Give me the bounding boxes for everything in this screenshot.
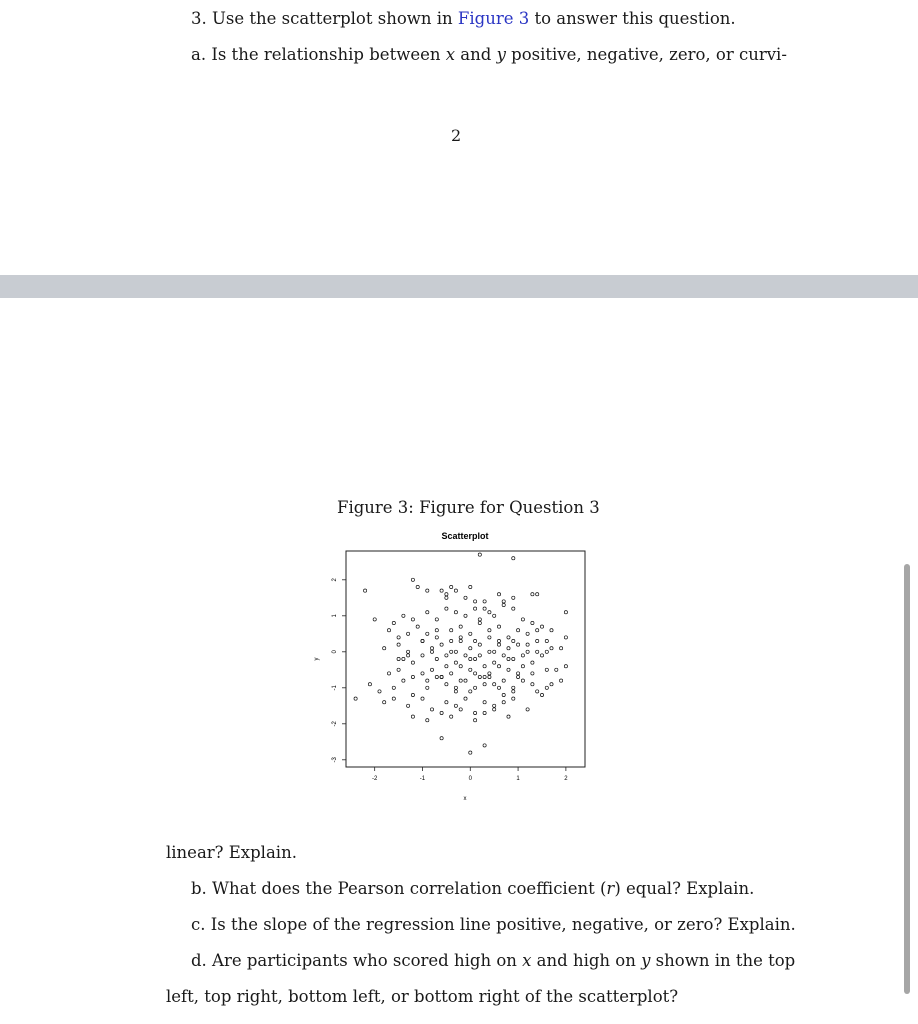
data-point (531, 672, 534, 675)
figure-caption: Figure 3: Figure for Question 3 (337, 498, 600, 517)
data-point (517, 643, 520, 646)
data-point (469, 632, 472, 635)
data-point (435, 657, 438, 660)
data-point (450, 629, 453, 632)
data-point (497, 639, 500, 642)
data-point (474, 686, 477, 689)
data-point (445, 683, 448, 686)
data-points (354, 553, 568, 754)
question-d-suffix: shown in the top (650, 951, 796, 970)
data-point (450, 639, 453, 642)
question-a-and: and (455, 45, 497, 64)
data-point (540, 693, 543, 696)
data-point (474, 711, 477, 714)
data-point (512, 697, 515, 700)
data-point (564, 611, 567, 614)
data-point (378, 690, 381, 693)
x-tick-label: -1 (419, 776, 426, 782)
data-point (426, 611, 429, 614)
data-point (545, 639, 548, 642)
var-y-d: y (641, 951, 651, 970)
data-point (483, 701, 486, 704)
data-point (454, 589, 457, 592)
data-point (440, 589, 443, 592)
data-point (387, 629, 390, 632)
data-point (445, 654, 448, 657)
data-point (416, 585, 419, 588)
data-point (536, 593, 539, 596)
data-point (440, 711, 443, 714)
data-point (536, 629, 539, 632)
data-point (459, 679, 462, 682)
data-point (421, 654, 424, 657)
data-point (493, 614, 496, 617)
data-point (459, 636, 462, 639)
data-point (397, 636, 400, 639)
data-point (512, 686, 515, 689)
data-point (459, 708, 462, 711)
x-axis-label: x (463, 796, 467, 802)
data-point (450, 715, 453, 718)
question-b-text: b. What does the Pearson correlation coefficient ( (191, 879, 607, 898)
data-point (430, 708, 433, 711)
data-point (430, 668, 433, 671)
data-point (474, 600, 477, 603)
data-point (502, 603, 505, 606)
data-point (364, 589, 367, 592)
data-point (397, 668, 400, 671)
data-point (411, 693, 414, 696)
data-point (493, 683, 496, 686)
data-point (493, 708, 496, 711)
data-point (474, 672, 477, 675)
data-point (502, 693, 505, 696)
data-point (478, 553, 481, 556)
data-point (483, 711, 486, 714)
x-tick-label: 1 (516, 776, 520, 782)
data-point (368, 683, 371, 686)
data-point (397, 643, 400, 646)
data-point (540, 625, 543, 628)
data-point (407, 650, 410, 653)
data-point (531, 621, 534, 624)
data-point (517, 675, 520, 678)
data-point (502, 600, 505, 603)
data-point (454, 661, 457, 664)
data-point (454, 611, 457, 614)
data-point (445, 701, 448, 704)
y-tick-label: -1 (332, 685, 338, 691)
data-point (435, 675, 438, 678)
question-a (191, 45, 787, 64)
data-point (469, 668, 472, 671)
question-b (191, 879, 754, 898)
data-point (521, 618, 524, 621)
data-point (488, 650, 491, 653)
data-point (392, 621, 395, 624)
data-point (531, 683, 534, 686)
data-point (483, 744, 486, 747)
data-point (454, 704, 457, 707)
data-point (564, 665, 567, 668)
data-point (531, 593, 534, 596)
y-tick-label: -2 (332, 721, 338, 727)
data-point (450, 672, 453, 675)
data-point (469, 585, 472, 588)
question-d-continued: left, top right, bottom left, or bottom right of the scatterplot? (166, 987, 679, 1006)
data-point (402, 679, 405, 682)
data-point (435, 629, 438, 632)
x-tick-label: 0 (468, 776, 472, 782)
data-point (464, 596, 467, 599)
data-point (488, 611, 491, 614)
data-point (430, 647, 433, 650)
y-tick-label: -3 (332, 757, 338, 763)
data-point (407, 654, 410, 657)
data-point (454, 650, 457, 653)
data-point (402, 614, 405, 617)
data-point (426, 719, 429, 722)
data-point (497, 643, 500, 646)
question-a-text: a. Is the relationship between (191, 45, 446, 64)
y-tick-label: 1 (332, 614, 338, 618)
question-c: c. Is the slope of the regression line positive, negative, or zero? Explain. (191, 915, 796, 934)
data-point (521, 665, 524, 668)
data-point (407, 632, 410, 635)
data-point (550, 683, 553, 686)
data-point (526, 708, 529, 711)
data-point (421, 672, 424, 675)
data-point (493, 650, 496, 653)
var-x-d: x (522, 951, 532, 970)
data-point (469, 751, 472, 754)
data-point (459, 639, 462, 642)
data-point (383, 701, 386, 704)
data-point (536, 650, 539, 653)
data-point (416, 625, 419, 628)
data-point (540, 654, 543, 657)
data-point (507, 668, 510, 671)
data-point (521, 654, 524, 657)
data-point (483, 683, 486, 686)
data-point (493, 704, 496, 707)
data-point (478, 675, 481, 678)
y-axis-label: y (314, 657, 320, 661)
data-point (464, 614, 467, 617)
data-point (545, 668, 548, 671)
data-point (478, 621, 481, 624)
data-point (440, 675, 443, 678)
data-point (411, 661, 414, 664)
data-point (560, 679, 563, 682)
data-point (464, 679, 467, 682)
page-number: 2 (451, 126, 462, 145)
data-point (512, 657, 515, 660)
data-point (502, 679, 505, 682)
data-point (488, 629, 491, 632)
figure-3-link[interactable]: Figure 3 (457, 9, 530, 28)
data-point (474, 607, 477, 610)
data-point (483, 600, 486, 603)
x-tick-label: 2 (564, 776, 568, 782)
data-point (469, 647, 472, 650)
data-point (474, 657, 477, 660)
data-point (464, 654, 467, 657)
data-point (507, 647, 510, 650)
question-d (191, 951, 795, 970)
data-point (474, 639, 477, 642)
data-point (488, 675, 491, 678)
y-tick-label: 2 (332, 578, 338, 582)
data-point (421, 639, 424, 642)
data-point (440, 643, 443, 646)
data-point (512, 557, 515, 560)
intro-text-end: to answer this question. (529, 9, 736, 28)
data-point (512, 607, 515, 610)
data-point (497, 686, 500, 689)
data-point (497, 625, 500, 628)
data-point (488, 636, 491, 639)
data-point (536, 690, 539, 693)
data-point (493, 661, 496, 664)
question-b-suffix: ) equal? Explain. (614, 879, 755, 898)
data-point (488, 672, 491, 675)
data-point (426, 679, 429, 682)
data-point (392, 686, 395, 689)
data-point (483, 675, 486, 678)
data-point (497, 593, 500, 596)
data-point (512, 596, 515, 599)
axis-ticks (332, 577, 568, 782)
data-point (550, 629, 553, 632)
question-a-continued: linear? Explain. (166, 843, 297, 862)
data-point (387, 672, 390, 675)
data-point (564, 636, 567, 639)
data-point (454, 690, 457, 693)
data-point (483, 665, 486, 668)
data-point (507, 715, 510, 718)
data-point (512, 639, 515, 642)
data-point (459, 625, 462, 628)
data-point (454, 686, 457, 689)
data-point (536, 639, 539, 642)
question-d-middle: and high on (531, 951, 642, 970)
data-point (469, 657, 472, 660)
data-point (402, 657, 405, 660)
data-point (560, 647, 563, 650)
data-point (383, 647, 386, 650)
data-point (502, 654, 505, 657)
chart-title: Scatterplot (441, 531, 489, 541)
data-point (450, 585, 453, 588)
question-d-text: d. Are participants who scored high on (191, 951, 523, 970)
data-point (478, 643, 481, 646)
data-point (421, 697, 424, 700)
data-point (526, 632, 529, 635)
data-point (407, 704, 410, 707)
data-point (373, 618, 376, 621)
data-point (411, 578, 414, 581)
plot-frame (346, 551, 585, 767)
data-point (478, 618, 481, 621)
data-point (545, 650, 548, 653)
question-intro (191, 9, 736, 28)
data-point (483, 607, 486, 610)
var-y: y (496, 45, 506, 64)
data-point (502, 701, 505, 704)
var-r: r (606, 879, 615, 898)
data-point (426, 686, 429, 689)
data-point (430, 650, 433, 653)
data-point (435, 636, 438, 639)
var-x: x (445, 45, 456, 64)
y-tick-label: 0 (332, 650, 338, 654)
data-point (526, 650, 529, 653)
data-point (440, 737, 443, 740)
data-point (531, 661, 534, 664)
data-point (545, 686, 548, 689)
data-point (474, 719, 477, 722)
data-point (478, 654, 481, 657)
data-point (521, 679, 524, 682)
data-point (469, 690, 472, 693)
page-gap (0, 275, 918, 298)
intro-text: 3. Use the scatterplot shown in (191, 9, 458, 28)
data-point (550, 647, 553, 650)
data-point (426, 632, 429, 635)
scatterplot-figure (300, 525, 600, 815)
data-point (464, 697, 467, 700)
data-point (397, 657, 400, 660)
data-point (459, 665, 462, 668)
data-point (411, 675, 414, 678)
data-point (435, 618, 438, 621)
data-point (411, 618, 414, 621)
data-point (507, 657, 510, 660)
data-point (497, 665, 500, 668)
data-point (354, 697, 357, 700)
x-tick-label: -2 (372, 776, 378, 782)
data-point (517, 629, 520, 632)
data-point (392, 697, 395, 700)
data-point (445, 665, 448, 668)
scrollbar-thumb[interactable] (904, 564, 910, 994)
data-point (512, 690, 515, 693)
data-point (450, 650, 453, 653)
data-point (555, 668, 558, 671)
data-point (517, 672, 520, 675)
data-point (526, 643, 529, 646)
data-point (445, 607, 448, 610)
data-point (445, 596, 448, 599)
data-point (426, 589, 429, 592)
data-point (507, 636, 510, 639)
data-point (445, 593, 448, 596)
question-a-suffix: positive, negative, zero, or curvi- (505, 45, 787, 64)
data-point (411, 715, 414, 718)
